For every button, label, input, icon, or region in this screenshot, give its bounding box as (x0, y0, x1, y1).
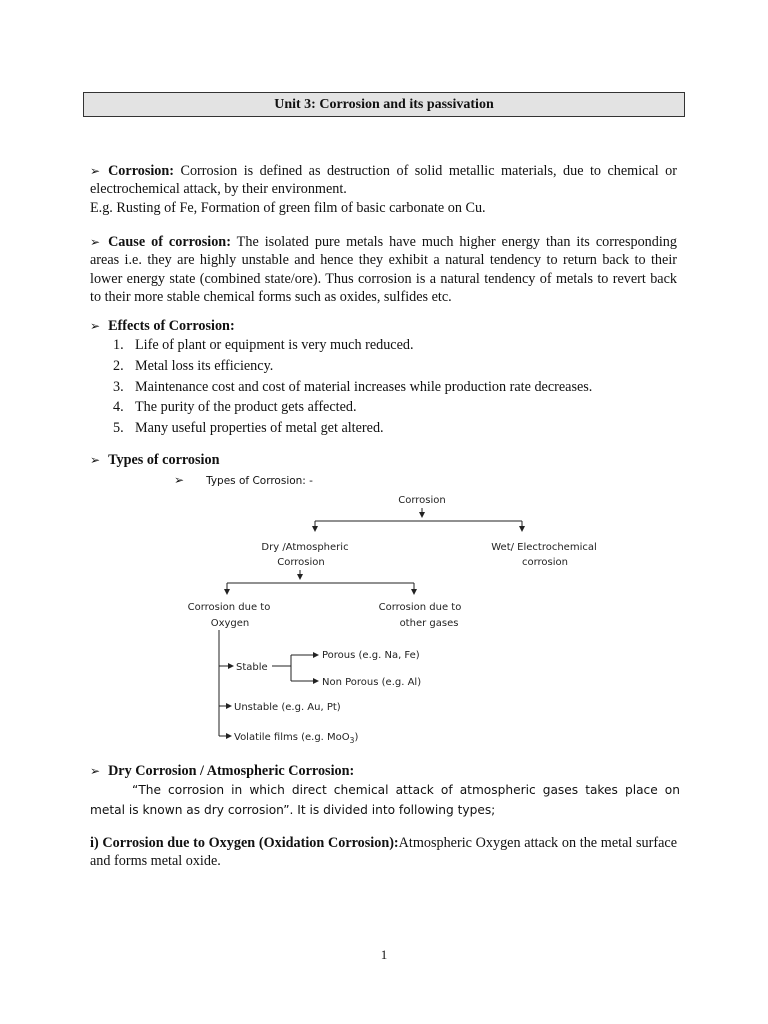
diagram-volatile-suffix: ) (354, 732, 359, 743)
list-item-number: 2. (113, 357, 124, 374)
list-item-number: 1. (113, 337, 124, 353)
oxidation-paragraph (90, 834, 677, 871)
bullet-arrow-icon: ➢ (90, 764, 101, 778)
diagram-stable-label: Stable (236, 662, 268, 673)
page-title: Unit 3: Corrosion and its passivation (83, 92, 685, 117)
diagram-porous-label: Porous (e.g. Na, Fe) (322, 650, 420, 661)
diagram-wet-label-line2: corrosion (521, 557, 569, 568)
types-heading-text: Types of corrosion (108, 452, 220, 468)
bullet-arrow-icon: ➢ (90, 453, 101, 467)
list-item-number: 5. (113, 420, 124, 437)
diagram-dry-label-line2: Corrosion (277, 557, 325, 568)
diagram-volatile-label (234, 732, 358, 745)
cause-lead: Cause of corrosion: (108, 234, 231, 250)
dry-corrosion-heading-text: Dry Corrosion / Atmospheric Corrosion: (108, 763, 355, 779)
diagram-other-gases-label-line2: other gases (399, 618, 459, 629)
diagram-dry-label: Dry /Atmospheric (261, 542, 349, 553)
dry-corrosion-quote-text: “The corrosion in which direct chemical attack of atmospheric gases takes place on metal is known as dry corrosion”. It is divided into following types; (90, 783, 680, 817)
list-item-text: Many useful properties of metal get altered. (135, 420, 384, 437)
bullet-arrow-icon: ➢ (90, 319, 101, 333)
diagram-other-gases-label: Corrosion due to (378, 602, 462, 613)
cause-text: The isolated pure metals have much higher energy than its corresponding areas i.e. they are highly unstable and hence they exhibit a natural tendency to return back to their lower energy state (combined state/ore). Thus corrosion is a natural tendency of metals to revert back to their more stable chemical forms such as oxides, sulfides etc. (90, 234, 677, 306)
diagram-oxygen-label: Corrosion due to (187, 602, 271, 613)
diagram-root-label: Corrosion (398, 495, 446, 506)
oxidation-lead: i) Corrosion due to Oxygen (Oxidation Corrosion): (90, 835, 399, 851)
list-item-text: Life of plant or equipment is very much reduced. (135, 337, 414, 353)
oxidation-text: Atmospheric Oxygen attack on the metal surface and forms metal oxide. (90, 835, 677, 870)
list-item-number: 4. (113, 399, 124, 416)
diagram-volatile-subscript: 3 (349, 736, 355, 745)
dry-corrosion-quote (90, 780, 680, 820)
diagram-unstable-label: Unstable (e.g. Au, Pt) (234, 702, 341, 713)
list-item-text: Metal loss its efficiency. (135, 357, 274, 374)
diagram-nonporous-label: Non Porous (e.g. Al) (322, 677, 422, 688)
diagram-volatile-prefix: Volatile films (e.g. MoO (234, 732, 350, 743)
bullet-arrow-icon: ➢ (90, 164, 101, 178)
corrosion-text: Corrosion is defined as destruction of solid metallic materials, due to chemical or electrochemical attack, by their environment. (90, 163, 677, 198)
diagram-oxygen-label-line2: Oxygen (210, 618, 250, 629)
list-item-number: 3. (113, 378, 124, 395)
types-sub-label-text: Types of Corrosion: - (206, 475, 313, 487)
page-number: 1 (380, 947, 388, 962)
corrosion-example: E.g. Rusting of Fe, Formation of green film of basic carbonate on Cu. (90, 199, 486, 216)
bullet-arrow-icon: ➢ (174, 473, 185, 487)
diagram-wet-label: Wet/ Electrochemical (491, 542, 597, 553)
bullet-arrow-icon: ➢ (90, 235, 101, 249)
effects-heading-text: Effects of Corrosion: (108, 318, 235, 334)
dry-corrosion-heading (90, 762, 677, 780)
corrosion-lead: Corrosion: (108, 163, 175, 179)
list-item-text: The purity of the product gets affected. (135, 399, 357, 416)
list-item-text: Maintenance cost and cost of material increases while production rate decreases. (135, 378, 593, 395)
